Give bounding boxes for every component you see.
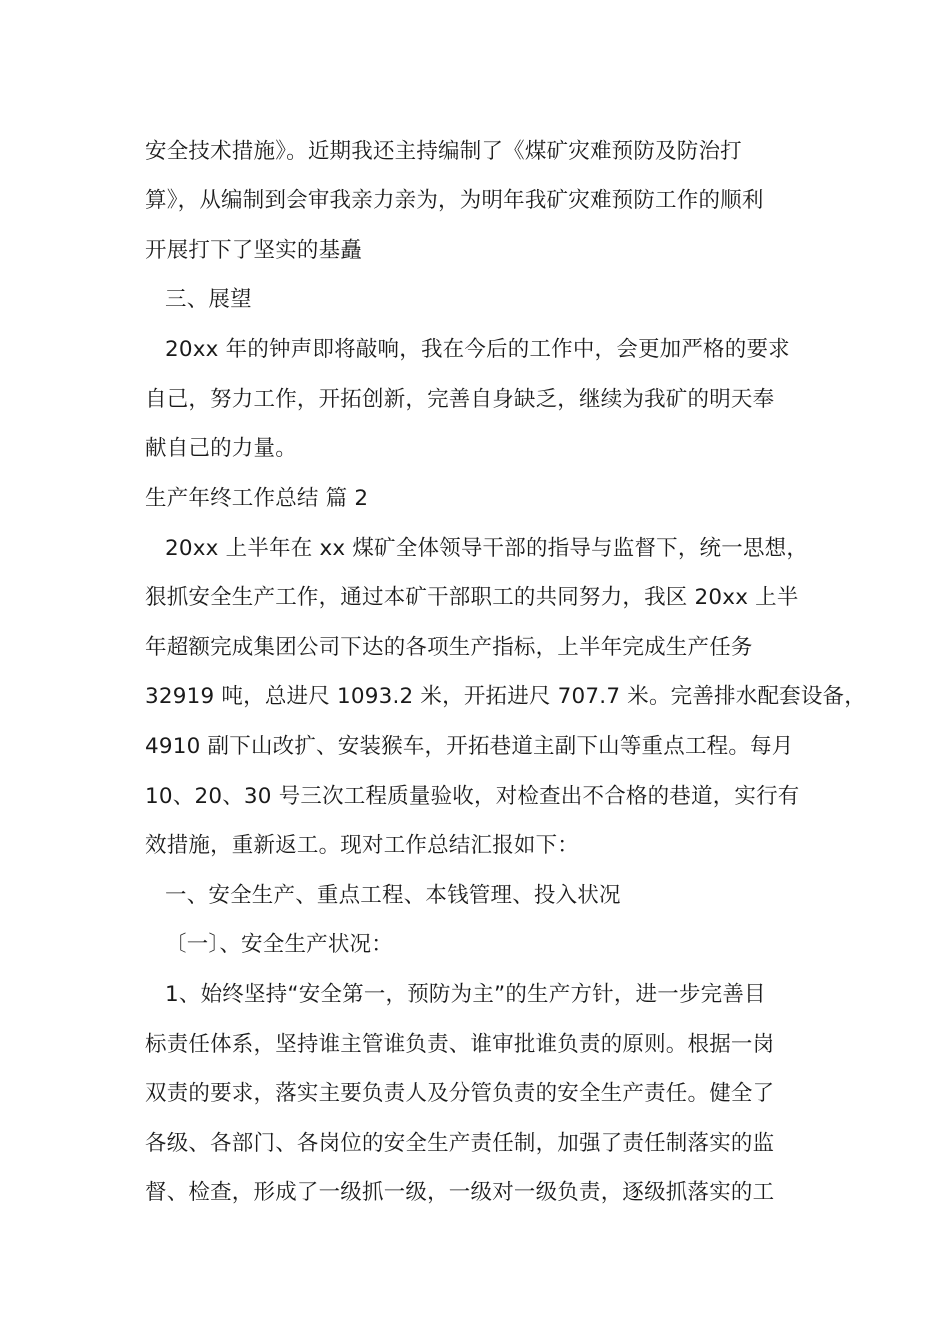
text-line: 各级、各部门、各岗位的安全生产责任制，加强了责任制落实的监 [145,1131,775,1156]
subsection-heading: 〔一〕、安全生产状况： [165,932,393,957]
text-line: 效措施，重新返工。现对工作总结汇报如下： [145,833,580,858]
text-line: 年超额完成集团公司下达的各项生产指标，上半年完成生产任务 [145,635,753,660]
text-line: 开展打下了坚实的基矗 [145,238,363,263]
text-line: 标责任体系，坚持谁主管谁负责、谁审批谁负责的原则。根据一岗 [145,1032,775,1057]
section-heading: 三、展望 [165,287,252,312]
text-line: 献自己的力量。 [145,436,297,461]
document-title: 生产年终工作总结 篇 2 [145,486,369,511]
text-line: 32919 吨，总进尺 1093.2 米，开拓进尺 707.7 米。完善排水配套设备， [145,684,866,709]
text-line: 10、20、30 号三次工程质量验收，对检查出不合格的巷道，实行有 [145,784,800,809]
text-line: 20xx 上半年在 xx 煤矿全体领导干部的指导与监督下，统一思想， [165,536,809,561]
text-line: 4910 副下山改扩、安装猴车，开拓巷道主副下山等重点工程。每月 [145,734,794,759]
text-line: 双责的要求，落实主要负责人及分管负责的安全生产责任。健全了 [145,1081,775,1106]
text-line: 20xx 年的钟声即将敲响，我在今后的工作中，会更加严格的要求 [165,337,790,362]
text-line: 督、检查，形成了一级抓一级，一级对一级负责，逐级抓落实的工 [145,1180,775,1205]
text-line: 1、始终坚持“安全第一，预防为主”的生产方针，进一步完善目 [165,982,766,1007]
text-line: 狠抓安全生产工作，通过本矿干部职工的共同努力，我区 20xx 上半 [145,585,799,610]
text-line: 安全技术措施》。近期我还主持编制了《煤矿灾难预防及防治打 [145,139,742,164]
section-heading: 一、安全生产、重点工程、本钱管理、投入状况 [165,883,621,908]
text-line: 算》，从编制到会审我亲力亲为，为明年我矿灾难预防工作的顺利 [145,188,764,213]
text-line: 自己，努力工作，开拓创新，完善自身缺乏，继续为我矿的明天奉 [145,387,775,412]
